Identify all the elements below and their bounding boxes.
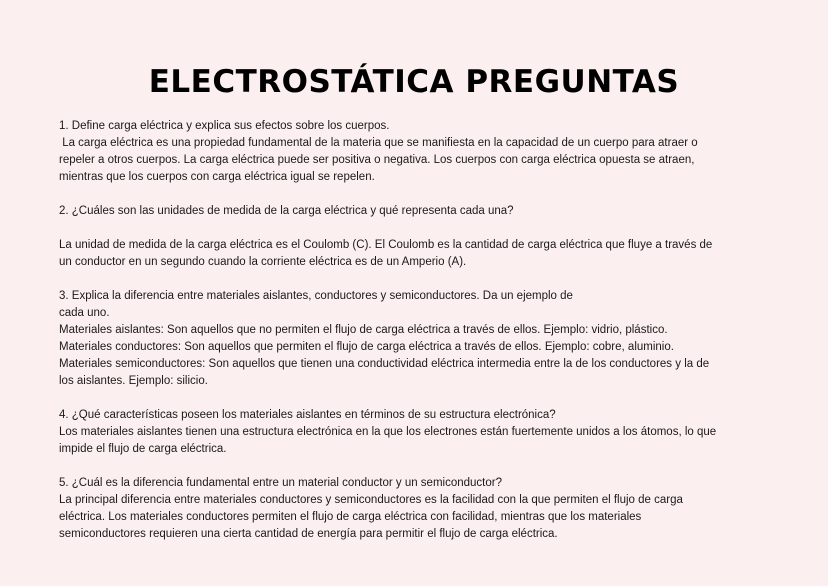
question-4: 4. ¿Qué características poseen los materiales aislantes en términos de su estructura electrónica? xyxy=(59,409,556,421)
answer-3-line-2: Materiales conductores: Son aquellos que permiten el flujo de carga eléctrica a través de ellos. Ejemplo: cobre, aluminio. xyxy=(59,341,674,353)
answer-4-line-1: Los materiales aislantes tienen una estructura electrónica en la que los electrones están fuertemente unidos a los átomos, lo que xyxy=(59,426,717,438)
question-3-line-1: 3. Explica la diferencia entre materiales aislantes, conductores y semiconductores. Da un ejemplo de xyxy=(59,290,573,302)
question-block-4 xyxy=(59,407,774,458)
question-2: 2. ¿Cuáles son las unidades de medida de la carga eléctrica y qué representa cada una? xyxy=(59,205,514,217)
answer-2-line-2: un conductor en un segundo cuando la corriente eléctrica es de un Amperio (A). xyxy=(59,256,467,268)
spacer xyxy=(59,390,774,407)
question-block-1 xyxy=(59,118,774,186)
answer-5-line-2: eléctrica. Los materiales conductores permiten el flujo de carga eléctrica con facilidad, mientras que los materiales xyxy=(59,511,642,523)
answer-3-line-4: los aislantes. Ejemplo: silicio. xyxy=(59,375,208,387)
spacer xyxy=(59,186,774,203)
answer-4-line-2: impide el flujo de carga eléctrica. xyxy=(59,443,227,455)
answer-1-line-2: repeler a otros cuerpos. La carga eléctrica puede ser positiva o negativa. Los cuerpos con carga eléctrica opuesta se atraen, xyxy=(59,154,695,166)
question-5: 5. ¿Cuál es la diferencia fundamental entre un material conductor y un semiconductor? xyxy=(59,477,502,489)
question-1: 1. Define carga eléctrica y explica sus efectos sobre los cuerpos. xyxy=(59,120,390,132)
spacer xyxy=(59,220,774,237)
spacer xyxy=(59,271,774,288)
answer-5-line-3: semiconductores requieren una cierta cantidad de energía para permitir el flujo de carga eléctrica. xyxy=(59,528,558,540)
answer-2-line-1: La unidad de medida de la carga eléctrica es el Coulomb (C). El Coulomb es la cantidad de carga eléctrica que fluye a través de xyxy=(59,239,713,251)
document-body xyxy=(59,118,774,543)
page-title: ELECTROSTÁTICA PREGUNTAS xyxy=(148,64,680,100)
answer-3-line-3: Materiales semiconductores: Son aquellos que tienen una conductividad eléctrica intermedia entre la de los conductores y la de xyxy=(59,358,710,370)
question-block-2 xyxy=(59,203,774,271)
answer-5-line-1: La principal diferencia entre materiales conductores y semiconductores es la facilidad con la que permiten el flujo de carga xyxy=(59,494,683,506)
question-3-line-2: cada uno. xyxy=(59,307,110,319)
spacer xyxy=(59,458,774,475)
question-block-5 xyxy=(59,475,774,543)
answer-3-line-1: Materiales aislantes: Son aquellos que no permiten el flujo de carga eléctrica a través de ellos. Ejemplo: vidrio, plástico. xyxy=(59,324,668,336)
answer-1-line-3: mientras que los cuerpos con carga eléctrica igual se repelen. xyxy=(59,171,375,183)
question-block-3 xyxy=(59,288,774,390)
answer-1-line-1: La carga eléctrica es una propiedad fundamental de la materia que se manifiesta en la capacidad de un cuerpo para atraer o xyxy=(59,137,698,149)
